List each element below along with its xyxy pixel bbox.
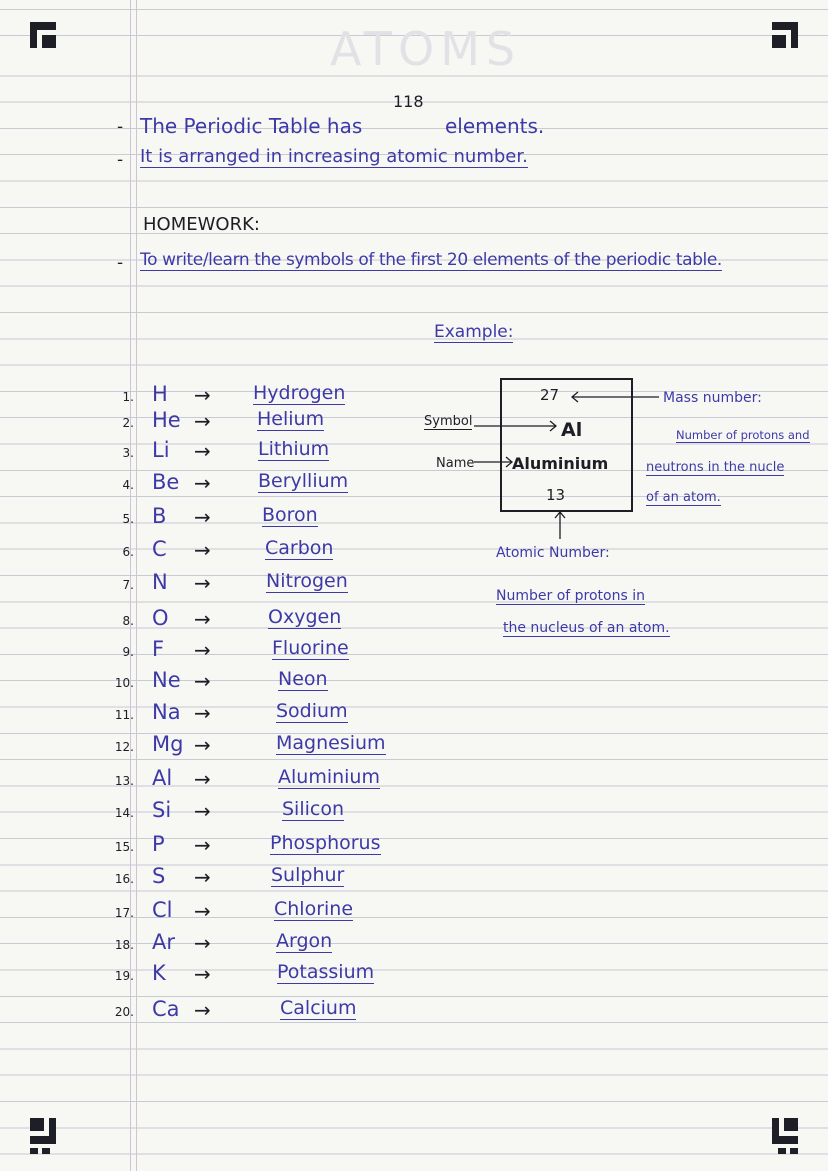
right-arrow-icon: →: [194, 767, 211, 791]
element-symbol: He: [152, 408, 181, 432]
statement-dash: -: [117, 117, 124, 137]
homework-heading: HOMEWORK:: [143, 214, 260, 235]
element-symbol: Al: [152, 766, 173, 790]
element-number: 11.: [114, 708, 134, 722]
element-symbol: Ar: [152, 930, 175, 954]
right-arrow-icon: →: [194, 998, 211, 1022]
symbol-label: Symbol: [424, 414, 473, 429]
element-number: 4.: [122, 478, 134, 492]
show-through-mark: ATOMS: [330, 22, 522, 76]
example-mass-number: 27: [540, 386, 560, 404]
element-name: Beryllium: [258, 470, 349, 492]
example-name: Aluminium: [512, 454, 609, 473]
element-number: 1.: [122, 390, 134, 404]
right-arrow-icon: →: [194, 962, 211, 986]
atomic-number-desc-1: Number of protons in: [496, 588, 645, 604]
right-arrow-icon: →: [194, 865, 211, 889]
element-name: Silicon: [282, 798, 345, 820]
element-symbol: Ne: [152, 668, 181, 692]
element-number: 17.: [114, 906, 134, 920]
element-number: 5.: [122, 512, 134, 526]
element-symbol: Ca: [152, 997, 180, 1021]
element-name: Carbon: [265, 537, 334, 559]
element-number: 10.: [114, 676, 134, 690]
element-name: Argon: [276, 930, 333, 952]
right-arrow-icon: →: [194, 733, 211, 757]
element-symbol: Li: [152, 438, 170, 462]
right-arrow-icon: →: [194, 571, 211, 595]
statement-line-2: It is arranged in increasing atomic number.: [140, 146, 528, 167]
element-name: Sodium: [276, 700, 348, 722]
element-symbol: S: [152, 864, 166, 888]
right-arrow-icon: →: [194, 899, 211, 923]
element-name: Boron: [262, 504, 318, 526]
element-symbol: O: [152, 606, 169, 630]
element-name: Potassium: [277, 961, 375, 983]
right-arrow-icon: →: [194, 799, 211, 823]
element-name: Hydrogen: [253, 382, 346, 404]
element-number: 9.: [122, 645, 134, 659]
right-arrow-icon: →: [194, 505, 211, 529]
element-symbol: Mg: [152, 732, 184, 756]
element-name: Magnesium: [276, 732, 386, 754]
mass-number-desc-1: Number of protons and: [676, 428, 810, 442]
right-arrow-icon: →: [194, 538, 211, 562]
element-name: Nitrogen: [266, 570, 348, 592]
mass-number-label: Mass number:: [663, 390, 762, 406]
element-symbol: F: [152, 637, 165, 661]
element-name: Chlorine: [274, 898, 354, 920]
atomic-number-label: Atomic Number:: [496, 545, 610, 561]
example-atomic-number: 13: [546, 486, 566, 504]
homework-dash: -: [117, 253, 124, 273]
element-symbol: H: [152, 382, 168, 406]
right-arrow-icon: →: [194, 638, 211, 662]
element-count: 118: [393, 92, 424, 111]
element-symbol: B: [152, 504, 167, 528]
right-arrow-icon: →: [194, 669, 211, 693]
element-number: 12.: [114, 740, 134, 754]
mass-number-desc-3: of an atom.: [646, 490, 721, 505]
element-name: Aluminium: [278, 766, 380, 788]
right-arrow-icon: →: [194, 383, 211, 407]
element-name: Fluorine: [272, 637, 349, 659]
right-arrow-icon: →: [194, 409, 211, 433]
right-arrow-icon: →: [194, 607, 211, 631]
element-number: 13.: [114, 774, 134, 788]
element-number: 15.: [114, 840, 134, 854]
element-number: 18.: [114, 938, 134, 952]
element-number: 19.: [114, 969, 134, 983]
element-number: 14.: [114, 806, 134, 820]
example-label: Example:: [434, 322, 514, 342]
name-label: Name: [436, 456, 475, 471]
element-symbol: Cl: [152, 898, 173, 922]
right-arrow-icon: →: [194, 931, 211, 955]
element-symbol: N: [152, 570, 168, 594]
element-symbol: K: [152, 961, 166, 985]
element-number: 3.: [122, 446, 134, 460]
element-name: Calcium: [280, 997, 357, 1019]
statement-dash-2: -: [117, 150, 124, 170]
right-arrow-icon: →: [194, 701, 211, 725]
element-name: Helium: [257, 408, 325, 430]
homework-task: To write/learn the symbols of the first 20 elements of the periodic table.: [140, 250, 722, 270]
right-arrow-icon: →: [194, 471, 211, 495]
element-number: 16.: [114, 872, 134, 886]
element-symbol: Si: [152, 798, 172, 822]
element-symbol: Na: [152, 700, 181, 724]
element-name: Sulphur: [271, 864, 345, 886]
element-number: 2.: [122, 416, 134, 430]
element-number: 8.: [122, 614, 134, 628]
element-name: Oxygen: [268, 606, 342, 628]
element-symbol: C: [152, 537, 167, 561]
statement-text-before: The Periodic Table has: [140, 114, 363, 138]
element-name: Neon: [278, 668, 328, 690]
statement-text-after: elements.: [444, 114, 545, 138]
atomic-number-desc-2: the nucleus of an atom.: [503, 620, 670, 636]
element-number: 6.: [122, 545, 134, 559]
mass-number-desc-2: neutrons in the nucle: [646, 460, 785, 475]
right-arrow-icon: →: [194, 833, 211, 857]
element-symbol: Be: [152, 470, 180, 494]
right-arrow-icon: →: [194, 439, 211, 463]
example-symbol: Al: [561, 419, 583, 441]
element-number: 7.: [122, 578, 134, 592]
element-symbol: P: [152, 832, 165, 856]
element-name: Lithium: [258, 438, 330, 460]
element-number: 20.: [114, 1005, 134, 1019]
element-name: Phosphorus: [270, 832, 381, 854]
